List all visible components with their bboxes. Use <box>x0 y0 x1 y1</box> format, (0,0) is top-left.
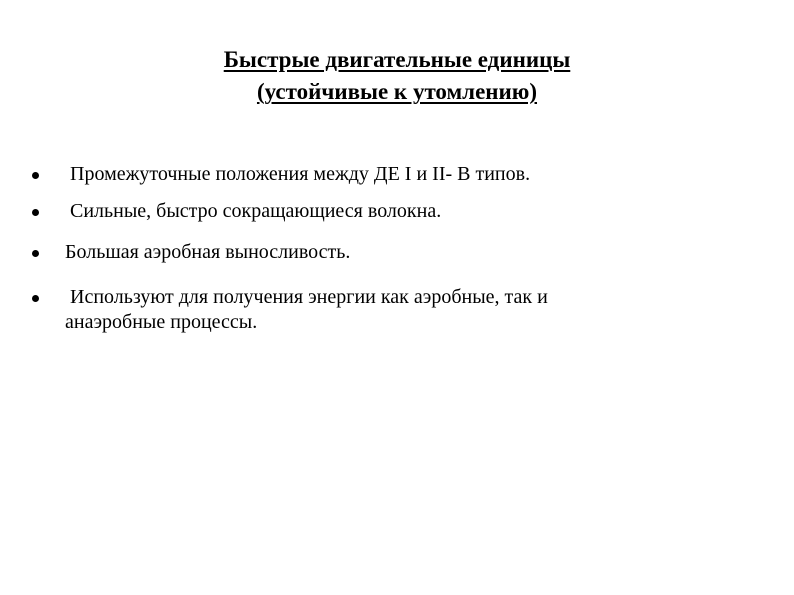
bullet-text: Сильные, быстро сокращающиеся волокна. <box>65 200 442 222</box>
slide-title-line-2: (устойчивые к утомлению) <box>256 79 538 104</box>
bullet-text: Большая аэробная выносливость. <box>65 241 351 263</box>
bullet-dot-icon <box>32 172 39 179</box>
bullet-dot-icon <box>32 250 39 257</box>
slide-title-line-1: Быстрые двигательные единицы <box>223 47 571 72</box>
bullet-dot-icon <box>32 209 39 216</box>
bullet-dot-icon <box>32 295 39 302</box>
bullet-text: Промежуточные положения между ДЕ I и II- В типов. <box>65 163 531 185</box>
bullet-text: Используют для получения энергии как аэробные, так и анаэробные процессы. <box>65 286 548 333</box>
